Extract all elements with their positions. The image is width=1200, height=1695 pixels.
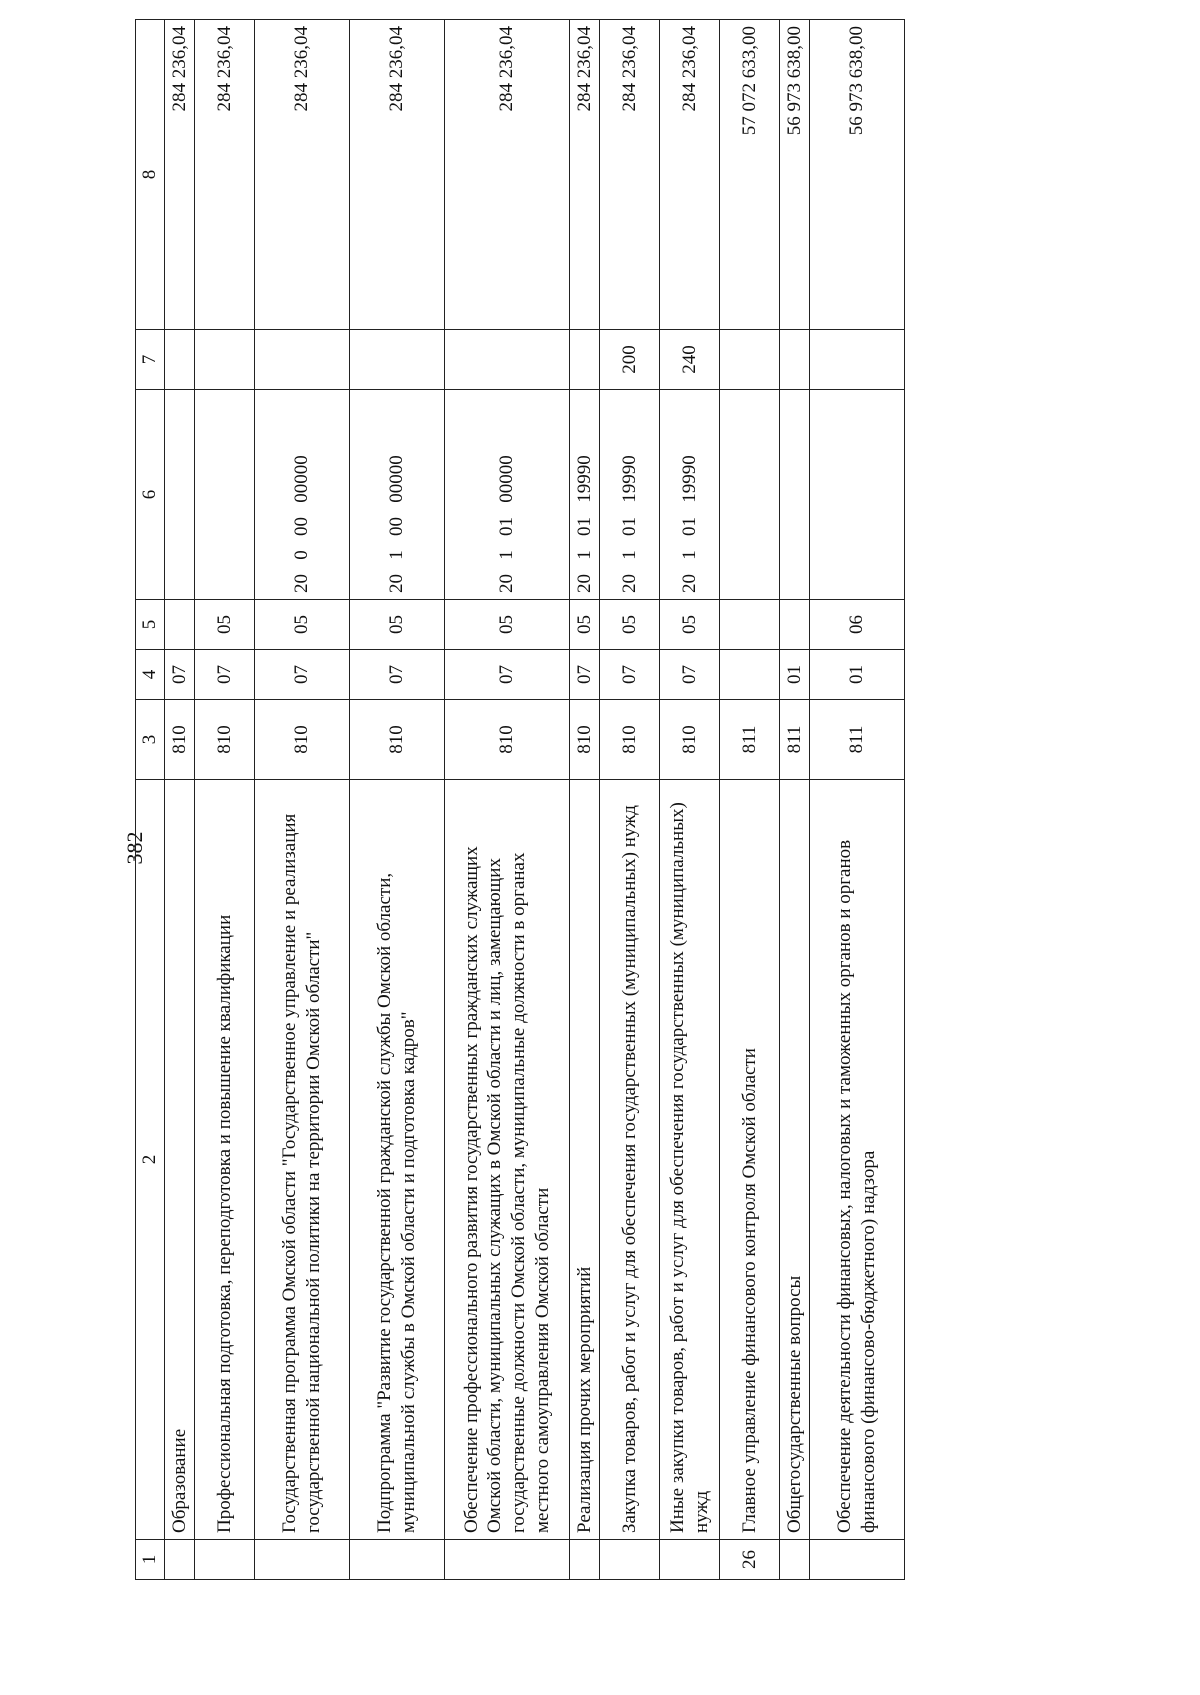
row-number — [810, 1540, 905, 1580]
row-number — [165, 1540, 195, 1580]
column-header: 3 — [136, 700, 165, 780]
code-subsection: 05 — [445, 600, 570, 650]
table-row — [600, 20, 660, 1580]
code-target — [720, 390, 780, 600]
code-expense-type: 240 — [660, 330, 720, 390]
code-target — [780, 390, 810, 600]
code-ministry: 811 — [780, 700, 810, 780]
code-section: 07 — [195, 650, 255, 700]
amount: 284 236,04 — [195, 20, 255, 330]
table-row — [165, 20, 195, 1580]
code-section: 01 — [780, 650, 810, 700]
amount: 284 236,04 — [350, 20, 445, 330]
code-expense-type — [720, 330, 780, 390]
row-number — [570, 1540, 600, 1580]
code-subsection: 05 — [350, 600, 445, 650]
code-ministry: 810 — [570, 700, 600, 780]
code-section: 07 — [660, 650, 720, 700]
row-name: Иные закупки товаров, работ и услуг для обеспечения государственных (муниципальных) нужд — [660, 780, 720, 1540]
amount: 284 236,04 — [255, 20, 350, 330]
table-row — [255, 20, 350, 1580]
table-row — [350, 20, 445, 1580]
amount: 284 236,04 — [445, 20, 570, 330]
table-row — [570, 20, 600, 1580]
column-header: 6 — [136, 390, 165, 600]
code-section: 07 — [445, 650, 570, 700]
code-target: 20 1 01 19990 — [660, 390, 720, 600]
table-row — [660, 20, 720, 1580]
code-section: 07 — [600, 650, 660, 700]
row-name: Общегосударственные вопросы — [780, 780, 810, 1540]
code-section: 01 — [810, 650, 905, 700]
amount: 284 236,04 — [165, 20, 195, 330]
code-subsection: 06 — [810, 600, 905, 650]
row-number — [195, 1540, 255, 1580]
code-ministry: 810 — [165, 700, 195, 780]
code-subsection: 05 — [660, 600, 720, 650]
code-target: 20 0 00 00000 — [255, 390, 350, 600]
code-target: 20 1 01 00000 — [445, 390, 570, 600]
amount: 56 973 638,00 — [780, 20, 810, 330]
code-subsection — [165, 600, 195, 650]
code-target: 20 1 01 19990 — [570, 390, 600, 600]
amount: 57 072 633,00 — [720, 20, 780, 330]
code-expense-type — [445, 330, 570, 390]
row-name: Государственная программа Омской области "Государственное управление и реализация государственной национальной политики на территории Омской области" — [255, 780, 350, 1540]
amount: 284 236,04 — [600, 20, 660, 330]
code-expense-type — [570, 330, 600, 390]
code-target — [195, 390, 255, 600]
row-name: Главное управление финансового контроля Омской области — [720, 780, 780, 1540]
row-name: Образование — [165, 780, 195, 1540]
table-row — [780, 20, 810, 1580]
code-expense-type — [780, 330, 810, 390]
code-ministry: 810 — [350, 700, 445, 780]
table-row — [810, 20, 905, 1580]
code-subsection: 05 — [570, 600, 600, 650]
code-subsection — [720, 600, 780, 650]
row-number — [445, 1540, 570, 1580]
code-section: 07 — [165, 650, 195, 700]
row-name: Закупка товаров, работ и услуг для обеспечения государственных (муниципальных) нужд — [600, 780, 660, 1540]
code-subsection: 05 — [195, 600, 255, 650]
table-row — [195, 20, 255, 1580]
column-header: 4 — [136, 650, 165, 700]
table-row — [445, 20, 570, 1580]
page-number: 382 — [122, 831, 147, 865]
code-ministry: 810 — [195, 700, 255, 780]
row-number — [780, 1540, 810, 1580]
row-number — [255, 1540, 350, 1580]
row-number — [660, 1540, 720, 1580]
code-subsection — [780, 600, 810, 650]
code-ministry: 810 — [660, 700, 720, 780]
code-expense-type: 200 — [600, 330, 660, 390]
row-number — [600, 1540, 660, 1580]
code-expense-type — [165, 330, 195, 390]
code-subsection: 05 — [255, 600, 350, 650]
code-section: 07 — [570, 650, 600, 700]
code-section — [720, 650, 780, 700]
code-expense-type — [350, 330, 445, 390]
table-row — [720, 20, 780, 1580]
code-subsection: 05 — [600, 600, 660, 650]
column-header: 8 — [136, 20, 165, 330]
column-header: 1 — [136, 1540, 165, 1580]
column-header: 2 — [136, 780, 165, 1540]
amount: 284 236,04 — [660, 20, 720, 330]
rotated-page — [135, 20, 1015, 1580]
column-header: 5 — [136, 600, 165, 650]
code-expense-type — [195, 330, 255, 390]
code-target — [165, 390, 195, 600]
row-name: Подпрограмма "Развитие государственной гражданской службы Омской области, муниципальной службы в Омской области и подготовка кадров" — [350, 780, 445, 1540]
row-number: 26 — [720, 1540, 780, 1580]
row-name: Обеспечение профессионального развития государственных гражданских служащих Омской области, муниципальных служащих в Омской области и лиц, замещающих государственные должности Омской области, муниципальные должности в органах местного самоуправления Омской области — [445, 780, 570, 1540]
code-target: 20 1 01 19990 — [600, 390, 660, 600]
budget-table — [135, 19, 905, 1580]
code-target: 20 1 00 00000 — [350, 390, 445, 600]
code-section: 07 — [255, 650, 350, 700]
code-ministry: 810 — [600, 700, 660, 780]
row-name: Профессиональная подготовка, переподготовка и повышение квалификации — [195, 780, 255, 1540]
row-number — [350, 1540, 445, 1580]
code-ministry: 810 — [445, 700, 570, 780]
column-header: 7 — [136, 330, 165, 390]
code-expense-type — [810, 330, 905, 390]
code-ministry: 811 — [720, 700, 780, 780]
code-ministry: 811 — [810, 700, 905, 780]
amount: 56 973 638,00 — [810, 20, 905, 330]
code-section: 07 — [350, 650, 445, 700]
header-row — [136, 20, 165, 1580]
code-target — [810, 390, 905, 600]
amount: 284 236,04 — [570, 20, 600, 330]
code-ministry: 810 — [255, 700, 350, 780]
row-name: Обеспечение деятельности финансовых, налоговых и таможенных органов и органов финансового (финансово-бюджетного) надзора — [810, 780, 905, 1540]
code-expense-type — [255, 330, 350, 390]
row-name: Реализация прочих мероприятий — [570, 780, 600, 1540]
